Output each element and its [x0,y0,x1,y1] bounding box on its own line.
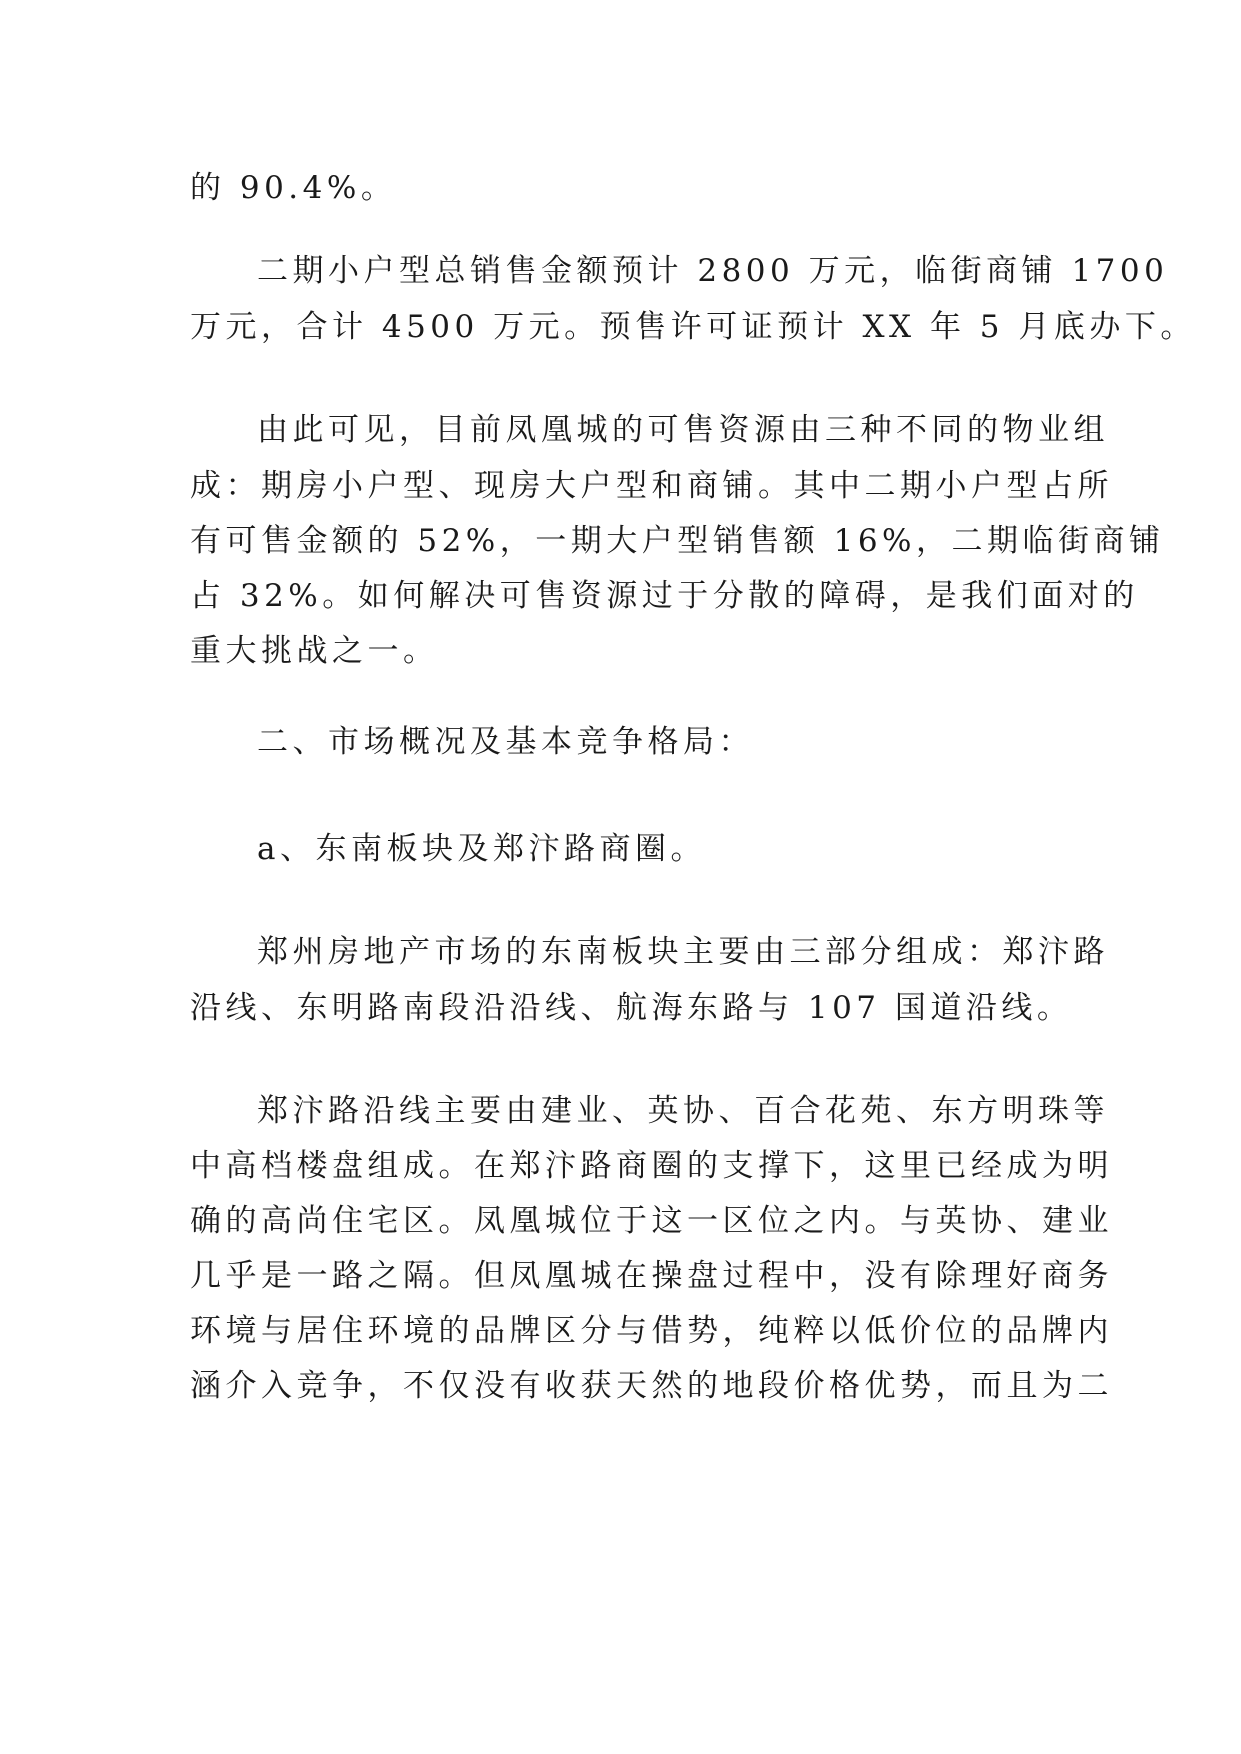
text-line-7: 占 32%。如何解决可售资源过于分散的障碍，是我们面对的 [190,578,1139,614]
text-line-2: 二期小户型总销售金额预计 2800 万元，临街商铺 1700 [257,253,1169,289]
section-heading: 二、市场概况及基本竞争格局： [257,724,754,760]
text-line-14: 中高档楼盘组成。在郑汴路商圈的支撑下，这里已经成为明 [190,1148,1113,1184]
text-line-3: 万元，合计 4500 万元。预售许可证预计 XX 年 5 月底办下。 [190,309,1196,345]
text-line-8: 重大挑战之一。 [190,633,439,669]
text-line-11: 郑州房地产市场的东南板块主要由三部分组成：郑汴路 [257,934,1109,970]
text-line-4: 由此可见，目前凤凰城的可售资源由三种不同的物业组 [257,412,1109,448]
text-line-12: 沿线、东明路南段沿沿线、航海东路与 107 国道沿线。 [190,990,1073,1026]
text-line-17: 环境与居住环境的品牌区分与借势，纯粹以低价位的品牌内 [190,1313,1113,1349]
text-line-5: 成：期房小户型、现房大户型和商铺。其中二期小户型占所 [190,468,1113,504]
text-line-15: 确的高尚住宅区。凤凰城位于这一区位之内。与英协、建业 [190,1203,1113,1239]
text-line-16: 几乎是一路之隔。但凤凰城在操盘过程中，没有除理好商务 [190,1258,1113,1294]
subsection-heading: a、东南板块及郑汴路商圈。 [257,831,706,867]
text-line-13: 郑汴路沿线主要由建业、英协、百合花苑、东方明珠等 [257,1093,1109,1129]
text-line-18: 涵介入竞争，不仅没有收获天然的地段价格优势，而且为二 [190,1368,1113,1404]
text-line-6: 有可售金额的 52%，一期大户型销售额 16%，二期临街商铺 [190,523,1165,559]
text-line-1: 的 90.4%。 [190,170,397,206]
